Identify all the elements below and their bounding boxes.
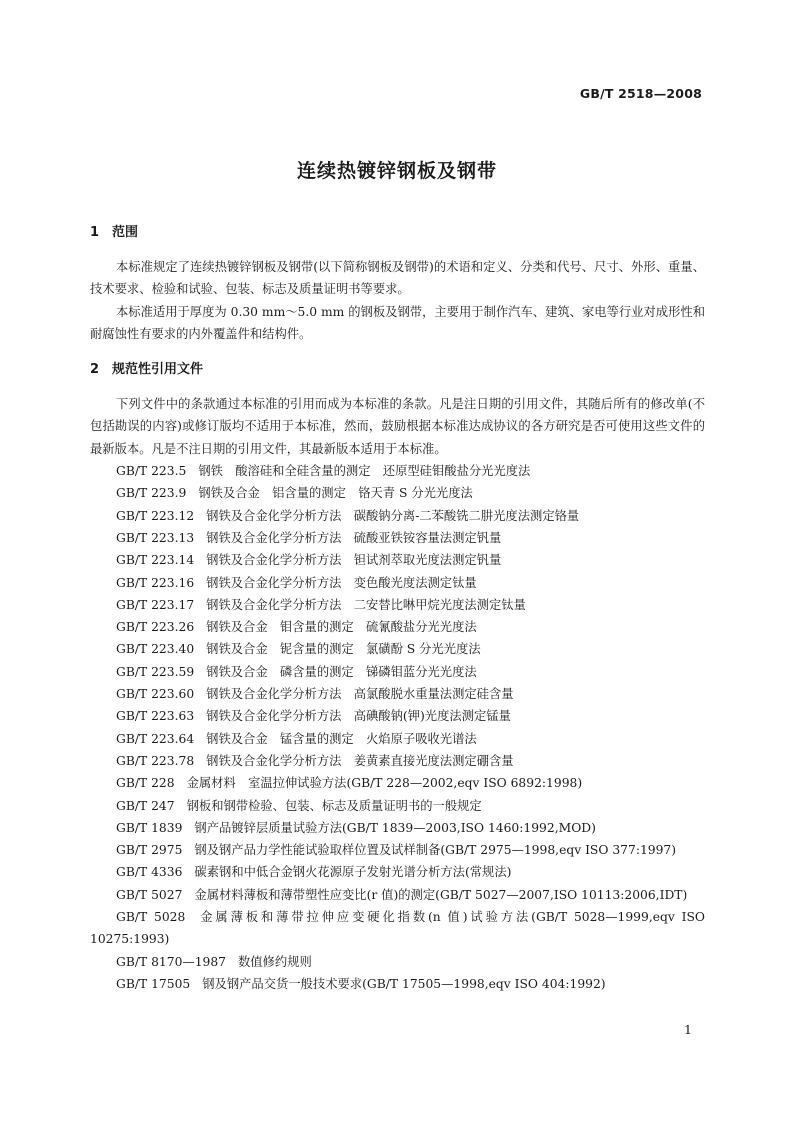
document-body	[90, 222, 705, 995]
page-number: 1	[684, 1022, 692, 1037]
reference-item	[90, 728, 705, 750]
reference-code: GB/T 223.63	[116, 709, 195, 724]
reference-item	[90, 772, 705, 794]
standard-code: GB/T 2518—2008	[579, 86, 702, 101]
reference-title: 金属材料薄板和薄带塑性应变比(r 值)的测定(GB/T 5027—2007,ISO 10113:2006,IDT)	[194, 887, 688, 902]
reference-title: 钢及钢产品交货一般技术要求(GB/T 17505—1998,eqv ISO 404:1992)	[202, 976, 606, 991]
reference-code: GB/T 17505	[116, 976, 191, 991]
reference-code: GB/T 5028	[116, 910, 186, 925]
reference-code: GB/T 5027	[116, 887, 183, 902]
section-title: 范围	[112, 225, 139, 240]
reference-item	[90, 795, 705, 817]
reference-title: 钢铁及合金 锰含量的测定 火焰原子吸收光谱法	[206, 731, 477, 746]
document-title: 连续热镀锌钢板及钢带	[296, 160, 497, 182]
references-intro-paragraph: 下列文件中的条款通过本标准的引用而成为本标准的条款。凡是注日期的引用文件，其随后所有的修改单(不包括勘误的内容)或修订版均不适用于本标准，然而，鼓励根据本标准达成协议的各方研究是否可使用这些文件的最新版本。凡是不注日期的引用文件，其最新版本适用于本标准。	[90, 397, 705, 456]
reference-item	[90, 638, 705, 660]
reference-code: GB/T 223.78	[116, 753, 195, 768]
reference-title: 钢铁及合金化学分析方法 姜黄素直接光度法测定硼含量	[206, 753, 514, 768]
reference-title: 钢铁及合金化学分析方法 高氯酸脱水重量法测定硅含量	[206, 687, 514, 702]
reference-title: 钢铁及合金 磷含量的测定 锑磷钼蓝分光光度法	[206, 664, 477, 679]
reference-title: 数值修约规则	[238, 954, 312, 969]
reference-title: 钢铁及合金 铝含量的测定 铬天青 S 分光光度法	[198, 486, 473, 501]
reference-code: GB/T 223.26	[116, 620, 195, 635]
reference-item	[90, 906, 705, 951]
section-heading-scope	[90, 222, 705, 244]
scope-paragraph: 本标准适用于厚度为 0.30 mm～5.0 mm 的钢板及钢带，主要用于制作汽车、建筑、家电等行业对成形性和耐腐蚀性有要求的内外覆盖件和结构件。	[90, 304, 705, 341]
reference-title: 钢铁及合金化学分析方法 钽试剂萃取光度法测定钒量	[206, 553, 502, 568]
reference-item	[90, 839, 705, 861]
reference-item	[90, 973, 705, 995]
reference-code: GB/T 247	[116, 798, 175, 813]
reference-code: GB/T 2975	[116, 843, 183, 858]
section-number: 1	[90, 225, 100, 240]
reference-code: GB/T 223.13	[116, 530, 195, 545]
reference-title: 金属材料 室温拉伸试验方法(GB/T 228—2002,eqv ISO 6892:1998)	[186, 776, 583, 791]
reference-title: 钢铁及合金化学分析方法 硫酸亚铁铵容量法测定钒量	[206, 530, 502, 545]
reference-title: 金属薄板和薄带拉伸应变硬化指数(n 值)试验方法(GB/T 5028—1999,eqv ISO 10275:1993)	[90, 910, 705, 947]
reference-item	[90, 505, 705, 527]
section-title: 规范性引用文件	[112, 362, 204, 378]
reference-code: GB/T 223.64	[116, 731, 195, 746]
reference-title: 钢板和钢带检验、包装、标志及质量证明书的一般规定	[186, 798, 482, 813]
reference-item	[90, 705, 705, 727]
reference-code: GB/T 223.9	[116, 486, 187, 501]
reference-item	[90, 572, 705, 594]
reference-code: GB/T 223.16	[116, 575, 195, 590]
reference-title: 钢铁及合金化学分析方法 高碘酸钠(钾)光度法测定锰量	[206, 709, 511, 724]
reference-title: 钢及钢产品力学性能试验取样位置及试样制备(GB/T 2975—1998,eqv ISO 377:1997)	[194, 843, 677, 858]
reference-item	[90, 861, 705, 883]
reference-item	[90, 594, 705, 616]
reference-title: 钢铁及合金 铌含量的测定 氯磺酚 S 分光光度法	[206, 642, 481, 657]
reference-item	[90, 683, 705, 705]
reference-title: 碳素钢和中低合金钢火花源原子发射光谱分析方法(常规法)	[194, 865, 512, 880]
reference-code: GB/T 223.17	[116, 597, 195, 612]
reference-item	[90, 951, 705, 973]
reference-title: 钢铁及合金 钼含量的测定 硫氰酸盐分光光度法	[206, 620, 477, 635]
reference-item	[90, 616, 705, 638]
reference-item	[90, 884, 705, 906]
reference-title: 钢铁及合金化学分析方法 碳酸钠分离-二苯酸铣二肼光度法测定铬量	[206, 508, 580, 523]
reference-code: GB/T 223.40	[116, 642, 195, 657]
reference-item	[90, 817, 705, 839]
reference-list	[90, 460, 705, 995]
reference-code: GB/T 4336	[116, 865, 183, 880]
reference-code: GB/T 1839	[116, 820, 183, 835]
reference-item	[90, 661, 705, 683]
reference-code: GB/T 223.5	[116, 464, 187, 479]
section-number: 2	[90, 362, 100, 378]
reference-code: GB/T 228	[116, 776, 175, 791]
reference-title: 钢产品镀锌层质量试验方法(GB/T 1839—2003,ISO 1460:1992,MOD)	[194, 820, 596, 835]
reference-item	[90, 482, 705, 504]
reference-code: GB/T 223.59	[116, 664, 195, 679]
reference-item	[90, 549, 705, 571]
scope-paragraph: 本标准规定了连续热镀锌钢板及钢带(以下简称钢板及钢带)的术语和定义、分类和代号、尺寸、外形、重量、技术要求、检验和试验、包装、标志及质量证明书等要求。	[90, 260, 705, 297]
reference-code: GB/T 223.60	[116, 687, 195, 702]
reference-item	[90, 527, 705, 549]
section-heading-normative-references	[90, 359, 705, 381]
reference-title: 钢铁 酸溶硅和全硅含量的测定 还原型硅钼酸盐分光光度法	[198, 464, 531, 479]
reference-code: GB/T 223.12	[116, 508, 195, 523]
reference-title: 钢铁及合金化学分析方法 变色酸光度法测定钛量	[206, 575, 477, 590]
reference-item	[90, 460, 705, 482]
reference-code: GB/T 8170—1987	[116, 954, 226, 969]
reference-code: GB/T 223.14	[116, 553, 195, 568]
reference-item	[90, 750, 705, 772]
reference-title: 钢铁及合金化学分析方法 二安替比啉甲烷光度法测定钛量	[206, 597, 526, 612]
